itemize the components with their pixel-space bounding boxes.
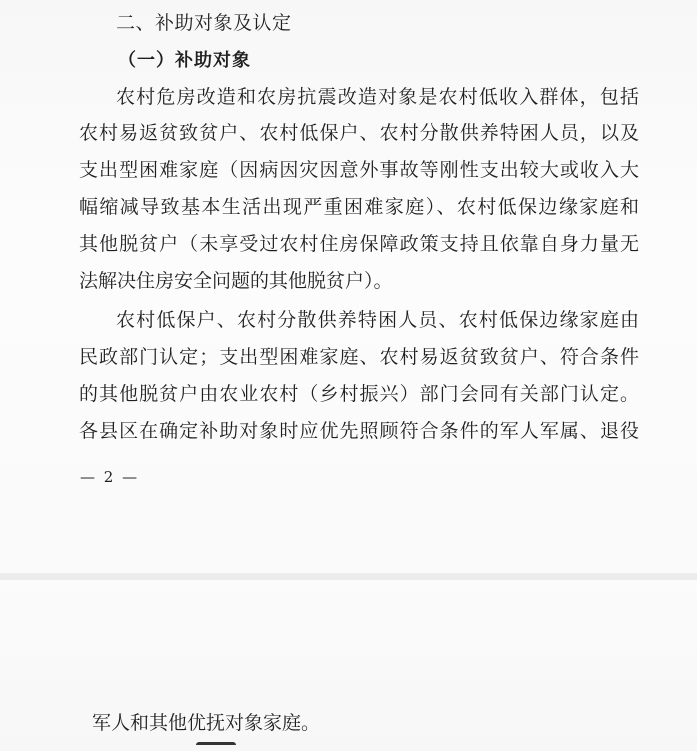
paragraph-line: 各县区在确定补助对象时应优先照顾符合条件的军人军属、退役 <box>79 420 639 442</box>
paragraph-line: 幅缩减导致基本生活出现严重困难家庭）、农村低保边缘家庭和 <box>79 196 639 218</box>
page-number: — 2 — <box>80 468 140 486</box>
page-separator <box>0 573 697 580</box>
paragraph-line: 法解决住房安全问题的其他脱贫户）。 <box>79 270 393 292</box>
section-heading: 二、补助对象及认定 <box>116 12 292 34</box>
paragraph-line: 的其他脱贫户由农业农村（乡村振兴）部门会同有关部门认定。 <box>79 383 639 405</box>
paragraph-line: 农村易返贫致贫户、农村低保户、农村分散供养特困人员，以及 <box>79 122 639 144</box>
next-heading-fragment <box>196 742 236 751</box>
paragraph-line: 农村危房改造和农房抗震改造对象是农村低收入群体，包括 <box>116 86 639 108</box>
paragraph-line: 民政部门认定；支出型困难家庭、农村易返贫致贫户、符合条件 <box>79 346 639 368</box>
paragraph-line: 军人和其他优抚对象家庭。 <box>92 712 321 734</box>
paragraph-line: 农村低保户、农村分散供养特困人员、农村低保边缘家庭由 <box>116 309 639 331</box>
document-page-3 <box>0 580 697 751</box>
paragraph-line: 支出型困难家庭（因病因灾因意外事故等刚性支出较大或收入大 <box>79 159 639 181</box>
paragraph-line: 其他脱贫户（未享受过农村住房保障政策支持且依靠自身力量无 <box>79 233 639 255</box>
subsection-heading: （一）补助对象 <box>118 50 251 71</box>
